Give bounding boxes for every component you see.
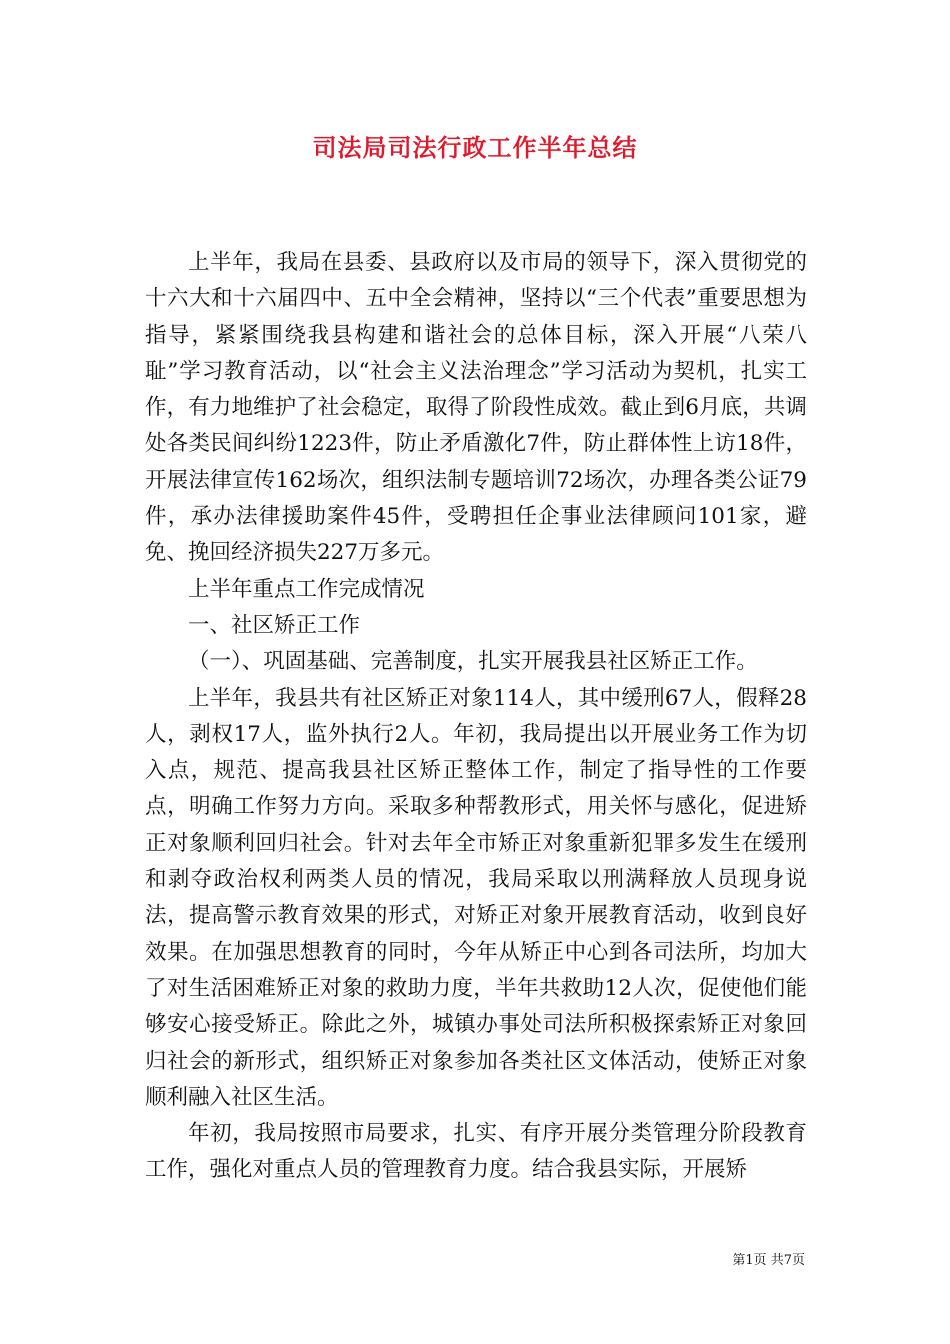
paragraph-section-one: 一、社区矫正工作 (188, 612, 361, 638)
document-title: 司法局司法行政工作半年总结 (312, 133, 638, 162)
paragraph-intro: 上半年，我局在县委、县政府以及市局的领导下，深入贯彻党的十六大和十六届四中、五中全会精神，坚持以“三个代表”重要思想为指导，紧紧围绕我县构建和谐社会的总体目标，深入开展“八荣八耻”学习教育活动，以“社会主义法治理念”学习活动为契机，扎实工作，有力地维护了社会稳定，取得了阶段性成效。截止到6月底，共调处各类民间纠纷1223件，防止矛盾激化7件，防止群体性上访18件，开展法律宣传162场次，组织法制专题培训72场次，办理各类公证79件，承办法律援助案件45件，受聘担任企事业法律顾问101家，避免、挽回经济损失227万多元。 (145, 250, 807, 566)
paragraph-subsection-one: （一）、巩固基础、完善制度，扎实开展我县社区矫正工作。 (188, 649, 758, 675)
paragraph-correction-details: 上半年，我县共有社区矫正对象114人，其中缓刑67人，假释28人，剥权17人，监外执行2人。年初，我局提出以开展业务工作为切入点，规范、提高我县社区矫正整体工作，制定了指导性的工作要点，明确工作努力方向。采取多种帮教形式，用关怀与感化，促进矫正对象顺利回归社会。针对去年全市矫正对象重新犯罪多发生在缓刑和剥夺政治权利两类人员的情况，我局采取以刑满释放人员现身说法，提高警示教育效果的形式，对矫正对象开展教育活动，收到良好效果。在加强思想教育的同时，今年从矫正中心到各司法所，均加大了对生活困难矫正对象的救助力度，半年共救助12人次，促使他们能够安心接受矫正。除此之外，城镇办事处司法所积极探索矫正对象回归社会的新形式，组织矫正对象参加各类社区文体活动，使矫正对象顺利融入社区生活。 (145, 685, 807, 1110)
page-number: 第1页 共7页 (732, 1253, 805, 1268)
document-body (145, 245, 807, 1189)
paragraph-heading-summary: 上半年重点工作完成情况 (188, 576, 425, 602)
paragraph-early-year: 年初，我局按照市局要求，扎实、有序开展分类管理分阶段教育工作，强化对重点人员的管理教育力度。结合我县实际，开展矫 (145, 1121, 807, 1183)
